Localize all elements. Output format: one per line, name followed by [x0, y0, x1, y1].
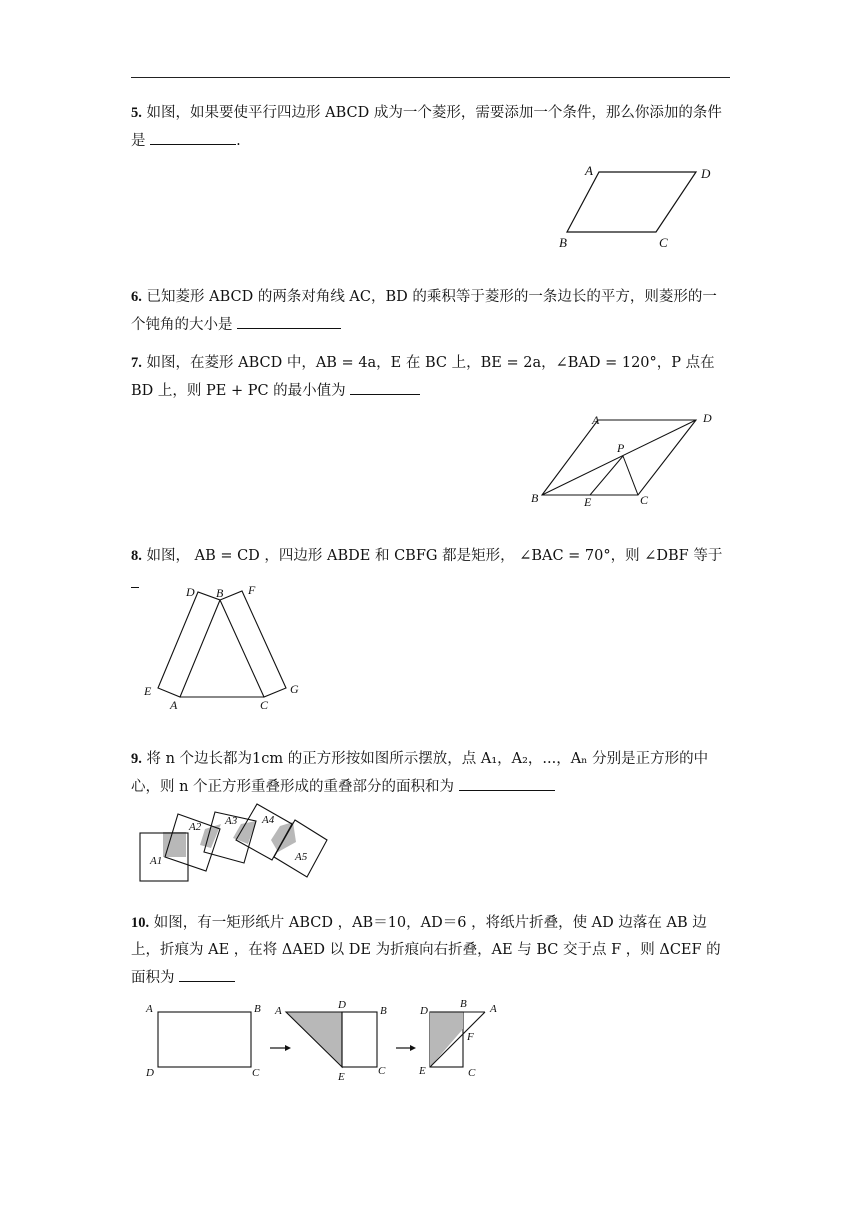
answer-blank[interactable]	[179, 964, 235, 982]
label-B: B	[254, 1003, 261, 1015]
question-text: 如图，有一矩形纸片 ABCD ，AB＝10，AD＝6 ，将纸片折叠，使 AD 边落在 AB 边上，折痕为 AE ，在将 ΔAED 以 DE 为折痕向右折叠，AE 与 BC 交于点 F ，则 ΔCEF 的面积为	[131, 915, 721, 986]
figure-q9	[135, 800, 335, 890]
parallelogram	[567, 172, 696, 232]
label-E: E	[419, 1065, 426, 1077]
label-A1: A1	[150, 855, 163, 867]
question-number: 5.	[131, 105, 142, 121]
label-A: A	[585, 163, 593, 178]
segment-PC	[623, 456, 638, 495]
label-A3: A3	[225, 815, 238, 827]
label-B: B	[216, 586, 224, 600]
label-B: B	[559, 235, 567, 250]
question-text: 如图，在菱形 ABCD 中，AB = 4a，E 在 BC 上，BE = 2a，∠BAD = 120°，P 点在 BD 上，则 PE + PC 的最小值为	[131, 355, 715, 399]
arrow-1-head	[285, 1045, 291, 1051]
remaining-rectangle	[342, 1012, 377, 1067]
overlap-region-4	[271, 822, 296, 852]
question-text: 如图， AB = CD ，四边形 ABDE 和 CBFG 都是矩形， ∠BAC = 70°，则 ∠DBF 等于	[146, 548, 723, 564]
question-tail: .	[236, 133, 241, 149]
question-number: 10.	[131, 915, 150, 931]
diagonal-BD	[542, 420, 696, 495]
label-E: E	[338, 1071, 345, 1083]
label-D: D	[186, 585, 195, 599]
question-9	[131, 746, 731, 801]
question-text: 将 n 个边长都为1cm 的正方形按如图所示摆放，点 A₁，A₂，...，Aₙ 分别是正方形的中心，则 n 个正方形重叠形成的重叠部分的面积和为	[131, 751, 709, 795]
label-A4: A4	[262, 814, 275, 826]
question-number: 7.	[131, 355, 142, 371]
label-E: E	[584, 495, 592, 509]
question-6	[131, 284, 731, 339]
figure-q5	[555, 160, 725, 255]
question-text: 如图，如果要使平行四边形 ABCD 成为一个菱形，需要添加一个条件，那么你添加的条件是	[131, 105, 722, 149]
answer-blank[interactable]	[350, 377, 420, 395]
label-A: A	[146, 1003, 153, 1015]
label-C: C	[640, 493, 649, 507]
label-A5: A5	[295, 851, 308, 863]
question-10	[131, 910, 731, 992]
answer-blank[interactable]	[150, 127, 236, 145]
label-B: B	[460, 998, 467, 1010]
label-G: G	[290, 682, 299, 696]
label-A: A	[490, 1003, 497, 1015]
label-A: A	[592, 413, 600, 427]
label-D: D	[420, 1005, 428, 1017]
figure-q10	[140, 994, 510, 1086]
label-P: P	[617, 441, 625, 455]
label-A2: A2	[189, 821, 202, 833]
label-B: B	[531, 491, 539, 505]
label-C: C	[378, 1065, 386, 1077]
label-A: A	[170, 698, 178, 712]
label-E: E	[144, 684, 152, 698]
question-text: 已知菱形 ABCD 的两条对角线 AC，BD 的乘积等于菱形的一条边长的平方，则菱形的一个钝角的大小是	[131, 289, 717, 333]
figure-q8	[140, 582, 310, 712]
answer-blank[interactable]	[459, 773, 555, 791]
rectangle-ABDE	[158, 592, 220, 697]
question-7	[131, 350, 731, 405]
rectangle-ABCD	[158, 1012, 251, 1067]
question-number: 9.	[131, 751, 142, 767]
label-D: D	[146, 1067, 154, 1079]
label-A: A	[275, 1005, 282, 1017]
segment-PE	[590, 456, 623, 495]
question-number: 6.	[131, 289, 142, 305]
figure-q7	[528, 408, 728, 513]
label-C: C	[468, 1067, 476, 1079]
question-number: 8.	[131, 548, 142, 564]
header-rule	[131, 77, 730, 78]
label-D: D	[703, 411, 712, 425]
label-C: C	[260, 698, 269, 712]
question-5	[131, 100, 731, 155]
answer-blank[interactable]	[237, 311, 341, 329]
label-F: F	[248, 583, 256, 597]
label-B: B	[380, 1005, 387, 1017]
folded-triangle	[286, 1012, 342, 1067]
arrow-2-head	[410, 1045, 416, 1051]
label-D: D	[338, 999, 346, 1011]
label-C: C	[252, 1067, 260, 1079]
label-C: C	[659, 235, 668, 250]
label-F: F	[467, 1031, 474, 1043]
rectangle-CBFG	[220, 591, 286, 697]
answer-blank[interactable]	[131, 570, 139, 588]
label-D: D	[701, 166, 711, 181]
